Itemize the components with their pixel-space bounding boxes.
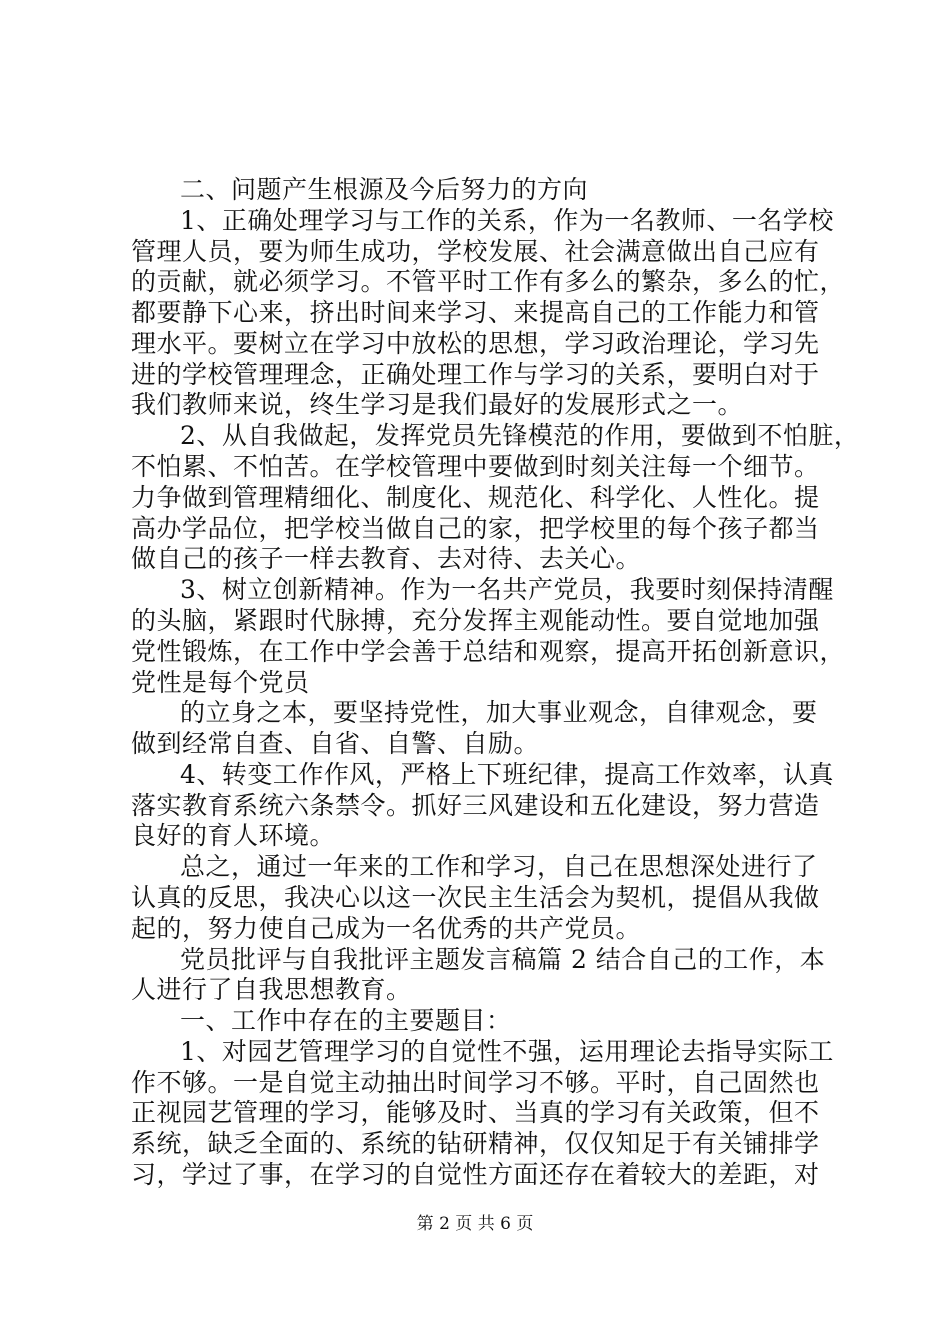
text-line: 3、树立创新精神。作为一名共产党员，我要时刻保持清醒 <box>180 575 834 604</box>
text-line: 高办学品位，把学校当做自己的家，把学校里的每个孩子都当 <box>131 514 820 543</box>
text-line: 认真的反思，我决心以这一次民主生活会为契机，提倡从我做 <box>131 883 820 912</box>
text-line: 2、从自我做起，发挥党员先锋模范的作用，要做到不怕脏， <box>180 421 860 450</box>
text-line: 进的学校管理理念，正确处理工作与学习的关系，要明白对于 <box>131 360 820 389</box>
text-line: 管理人员，要为师生成功，学校发展、社会满意做出自己应有 <box>131 237 820 266</box>
text-line: 的立身之本，要坚持党性，加大事业观念，自律观念，要 <box>180 698 818 727</box>
text-line: 作不够。一是自觉主动抽出时间学习不够。平时，自己固然也 <box>131 1068 820 1097</box>
text-line: 总之，通过一年来的工作和学习，自己在思想深处进行了 <box>180 852 818 881</box>
text-line: 1、对园艺管理学习的自觉性不强，运用理论去指导实际工 <box>180 1037 834 1066</box>
text-line: 做到经常自查、自省、自警、自励。 <box>131 729 540 758</box>
text-line: 正视园艺管理的学习，能够及时、当真的学习有关政策，但不 <box>131 1098 820 1127</box>
text-line: 的贡献，就必须学习。不管平时工作有多么的繁杂，多么的忙， <box>131 267 846 296</box>
text-line: 党性锻炼，在工作中学会善于总结和观察，提高开拓创新意识， <box>131 637 846 666</box>
text-line: 我们教师来说，终生学习是我们最好的发展形式之一。 <box>131 390 744 419</box>
text-line: 做自己的孩子一样去教育、去对待、去关心。 <box>131 544 642 573</box>
text-line: 都要静下心来，挤出时间来学习、来提高自己的工作能力和管 <box>131 298 820 327</box>
text-line: 党性是每个党员 <box>131 668 310 697</box>
text-line: 起的，努力使自己成为一名优秀的共产党员。 <box>131 914 642 943</box>
text-line: 不怕累、不怕苦。在学校管理中要做到时刻关注每一个细节。 <box>131 452 820 481</box>
text-line: 的头脑，紧跟时代脉搏，充分发挥主观能动性。要自觉地加强 <box>131 606 820 635</box>
text-line: 人进行了自我思想教育。 <box>131 975 412 1004</box>
text-line: 良好的育人环境。 <box>131 821 336 850</box>
text-line: 力争做到管理精细化、制度化、规范化、科学化、人性化。提 <box>131 483 820 512</box>
section-heading: 一、工作中存在的主要题目： <box>180 1006 512 1035</box>
text-line: 1、正确处理学习与工作的关系，作为一名教师、一名学校 <box>180 206 834 235</box>
text-line: 理水平。要树立在学习中放松的思想，学习政治理论，学习先 <box>131 329 820 358</box>
page-number: 第 2 页 共 6 页 <box>416 1214 534 1234</box>
text-line: 习，学过了事，在学习的自觉性方面还存在着较大的差距，对 <box>131 1160 820 1189</box>
section-heading: 二、问题产生根源及今后努力的方向 <box>180 175 589 204</box>
text-line: 党员批评与自我批评主题发言稿篇 2 结合自己的工作，本 <box>180 945 826 974</box>
text-line: 系统，缺乏全面的、系统的钻研精神，仅仅知足于有关铺排学 <box>131 1129 820 1158</box>
text-line: 落实教育系统六条禁令。抓好三风建设和五化建设，努力营造 <box>131 791 820 820</box>
text-line: 4、转变工作作风，严格上下班纪律，提高工作效率，认真 <box>180 760 834 789</box>
